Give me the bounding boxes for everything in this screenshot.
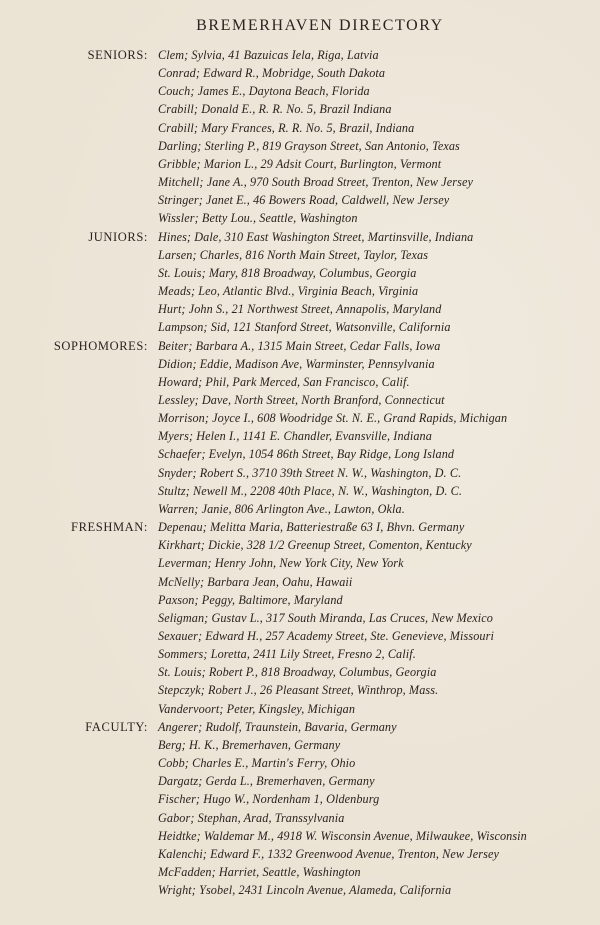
directory-entry: Gabor; Stephan, Arad, Transsylvania — [158, 810, 345, 825]
directory-section — [0, 46, 600, 228]
directory-entry: McNelly; Barbara Jean, Oahu, Hawaii — [158, 574, 353, 589]
directory-entry: Lessley; Dave, North Street, North Branford, Connecticut — [158, 392, 445, 407]
directory-entry: Crabill; Mary Frances, R. R. No. 5, Brazil, Indiana — [158, 120, 415, 135]
section-label: FACULTY: — [85, 719, 148, 734]
directory-entry: Angerer; Rudolf, Traunstein, Bavaria, Germany — [158, 719, 397, 734]
directory-entry: Hurt; John S., 21 Northwest Street, Annapolis, Maryland — [158, 302, 442, 317]
section-label: SOPHOMORES: — [53, 338, 148, 353]
section-label: SENIORS: — [87, 48, 148, 62]
directory-list — [0, 46, 600, 899]
directory-entry: Darling; Sterling P., 819 Grayson Street, San Antonio, Texas — [158, 138, 460, 153]
directory-section — [0, 228, 600, 337]
section-label: FRESHMAN: — [71, 520, 148, 535]
directory-entry: Berg; H. K., Bremerhaven, Germany — [158, 737, 341, 752]
directory-entry: Couch; James E., Daytona Beach, Florida — [158, 84, 370, 99]
directory-entry: Hines; Dale, 310 East Washington Street, Martinsville, Indiana — [158, 229, 474, 244]
directory-entry: Heidtke; Waldemar M., 4918 W. Wisconsin Avenue, Milwaukee, Wisconsin — [158, 828, 527, 843]
directory-entry: St. Louis; Robert P., 818 Broadway, Columbus, Georgia — [158, 665, 437, 680]
directory-entry: Conrad; Edward R., Mobridge, South Dakota — [158, 66, 386, 81]
entry-list — [158, 518, 600, 718]
directory-entry: Myers; Helen I., 1141 E. Chandler, Evansville, Indiana — [158, 429, 432, 444]
directory-entry: Meads; Leo, Atlantic Blvd., Virginia Beach, Virginia — [158, 284, 419, 299]
directory-entry: Vandervoort; Peter, Kingsley, Michigan — [158, 701, 356, 716]
directory-section — [0, 518, 600, 718]
directory-entry: Wissler; Betty Lou., Seattle, Washington — [158, 211, 358, 226]
directory-entry: Stepczyk; Robert J., 26 Pleasant Street, Winthrop, Mass. — [158, 683, 439, 698]
directory-entry: Lampson; Sid, 121 Stanford Street, Watsonville, California — [158, 320, 451, 335]
directory-entry: Stultz; Newell M., 2208 40th Place, N. W., Washington, D. C. — [158, 483, 463, 498]
directory-entry: Wright; Ysobel, 2431 Lincoln Avenue, Alameda, California — [158, 883, 452, 898]
directory-entry: Fischer; Hugo W., Nordenham 1, Oldenburg — [158, 792, 380, 807]
directory-entry: Sexauer; Edward H., 257 Academy Street, Ste. Genevieve, Missouri — [158, 629, 494, 643]
directory-entry: St. Louis; Mary, 818 Broadway, Columbus, Georgia — [158, 265, 417, 280]
directory-entry: Kirkhart; Dickie, 328 1/2 Greenup Street, Comenton, Kentucky — [158, 538, 472, 553]
directory-entry: Depenau; Melitta Maria, Batteriestraße 63 I, Bhvn. Germany — [158, 520, 465, 535]
directory-entry: Clem; Sylvia, 41 Bazuicas Iela, Riga, Latvia — [158, 48, 379, 62]
directory-entry: Stringer; Janet E., 46 Bowers Road, Caldwell, New Jersey — [158, 193, 450, 208]
directory-entry: Mitchell; Jane A., 970 South Broad Street, Trenton, New Jersey — [158, 175, 474, 190]
directory-entry: Howard; Phil, Park Merced, San Francisco, Calif. — [158, 374, 410, 389]
entry-list — [158, 228, 600, 337]
page-title: BREMERHAVEN DIRECTORY — [196, 17, 444, 34]
directory-entry: Morrison; Joyce I., 608 Woodridge St. N. E., Grand Rapids, Michigan — [158, 411, 508, 426]
entry-list — [158, 46, 600, 228]
directory-entry: Seligman; Gustav L., 317 South Miranda, Las Cruces, New Mexico — [158, 610, 493, 625]
entry-list — [158, 718, 600, 900]
directory-entry: Dargatz; Gerda L., Bremerhaven, Germany — [158, 774, 375, 789]
directory-entry: Beiter; Barbara A., 1315 Main Street, Cedar Falls, Iowa — [158, 338, 441, 353]
directory-section — [0, 337, 600, 519]
directory-entry: Paxson; Peggy, Baltimore, Maryland — [158, 592, 343, 607]
directory-entry: Gribble; Marion L., 29 Adsit Court, Burlington, Vermont — [158, 156, 442, 171]
entry-list — [158, 337, 600, 519]
directory-entry: Crabill; Donald E., R. R. No. 5, Brazil Indiana — [158, 102, 392, 117]
directory-entry: Warren; Janie, 806 Arlington Ave., Lawton, Okla. — [158, 501, 405, 516]
directory-entry: Schaefer; Evelyn, 1054 86th Street, Bay Ridge, Long Island — [158, 447, 455, 462]
directory-section — [0, 718, 600, 900]
directory-entry: Snyder; Robert S., 3710 39th Street N. W., Washington, D. C. — [158, 465, 462, 480]
directory-entry: Kalenchi; Edward F., 1332 Greenwood Avenue, Trenton, New Jersey — [158, 846, 499, 861]
directory-entry: Leverman; Henry John, New York City, New York — [158, 556, 404, 571]
directory-entry: Sommers; Loretta, 2411 Lily Street, Fresno 2, Calif. — [158, 647, 416, 662]
directory-entry: Larsen; Charles, 816 North Main Street, Taylor, Texas — [158, 247, 429, 262]
directory-entry: Didion; Eddie, Madison Ave, Warminster, Pennsylvania — [158, 356, 435, 371]
section-label: JUNIORS: — [88, 229, 148, 244]
directory-entry: McFadden; Harriet, Seattle, Washington — [158, 865, 361, 880]
directory-entry: Cobb; Charles E., Martin's Ferry, Ohio — [158, 756, 356, 771]
